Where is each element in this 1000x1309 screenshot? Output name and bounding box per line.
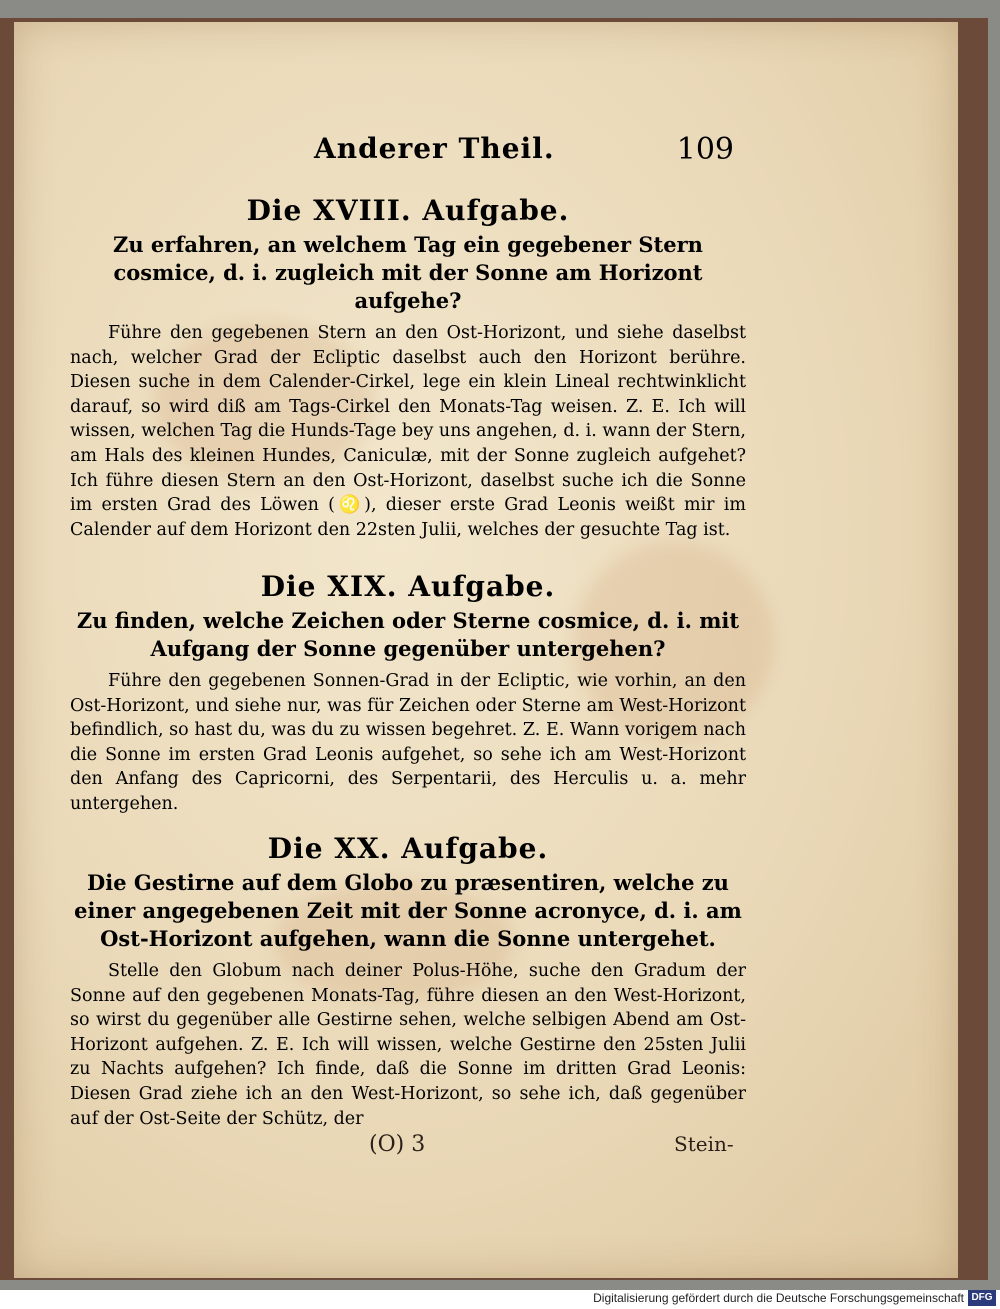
running-head-title: Anderer Theil.	[314, 132, 555, 165]
section-body: Stelle den Globum nach deiner Polus-Höhe, suche den Gradum der Sonne auf den gegebenen Monats-Tag, führe diesen an den West-Horizont, so wirst du gegenüber alle Gestirne sehen, welche selbigen Abend am Ost-Horizont aufgehen. Z. E. Ich will wissen, welche Gestirne den 25sten Julii zu Nachts aufgehen? Ich finde, daß die Sonne im dritten Grad Leonis: Diesen Grad ziehe ich an den West-Horizont, so sehe ich, daß gegenüber auf der Ost-Seite der Schütz, der	[70, 961, 746, 1129]
section-heading: Die XX. Aufgabe.	[267, 832, 549, 865]
section-question: Die Gestirne auf dem Globo zu præsentiren, welche zu einer angegebenen Zeit mit der Sonne acronyce, d. i. am Ost-Horizont aufgehen, wann die Sonne untergehet.	[74, 870, 742, 951]
section-heading: Die XIX. Aufgabe.	[260, 570, 556, 603]
section-xx	[70, 832, 746, 1131]
section-question: Zu finden, welche Zeichen oder Sterne cosmice, d. i. mit Aufgang der Sonne gegenüber untergehen?	[76, 608, 740, 661]
catchword: Stein-	[674, 1132, 734, 1156]
digitization-credit: Digitalisierung gefördert durch die Deutsche Forschungsgemeinschaft	[593, 1291, 964, 1305]
section-xix	[70, 570, 746, 817]
section-body: Führe den gegebenen Stern an den Ost-Horizont, und siehe daselbst nach, welcher Grad der Ecliptic daselbst auch den Horizont berühre. Diesen suche in dem Calender-Cirkel, lege ein klein Lineal rechtwinklicht darauf, so wird diß am Tags-Cirkel den Monats-Tag weisen. Z. E. Ich will wissen, welchen Tag die Hunds-Tage bey uns angehen, d. i. wann der Stern, am Hals des kleinen Hundes, Caniculæ, mit der Sonne zugleich aufgehet? Ich führe diesen Stern an den Ost-Horizont, daselbst suche ich die Sonne im ersten Grad des Löwen (♌), dieser erste Grad Leonis weißt mir im Calender auf dem Horizont den 22sten Julii, welches der gesuchte Tag ist.	[70, 323, 746, 540]
page-number: 109	[676, 132, 734, 167]
signature-mark: (O) 3	[369, 1132, 426, 1157]
section-heading: Die XVIII. Aufgabe.	[246, 194, 570, 227]
running-head	[314, 132, 734, 172]
section-xviii	[70, 194, 746, 542]
dfg-logo: DFG	[968, 1290, 996, 1306]
section-body: Führe den gegebenen Sonnen-Grad in der Ecliptic, wie vorhin, an den Ost-Horizont, und siehe nur, was für Zeichen oder Sterne am West-Horizont befindlich, so hast du, was du zu wissen begehret. Z. E. Wann vorigem nach die Sonne im ersten Grad Leonis aufgehet, so sehe ich am West-Horizont den Anfang des Capricorni, des Serpentarii, des Herculis u. a. mehr untergehen.	[70, 671, 746, 814]
section-question: Zu erfahren, an welchem Tag ein gegebener Stern cosmice, d. i. zugleich mit der Sonne am Horizont aufgehe?	[113, 232, 703, 313]
book-page	[14, 22, 958, 1278]
